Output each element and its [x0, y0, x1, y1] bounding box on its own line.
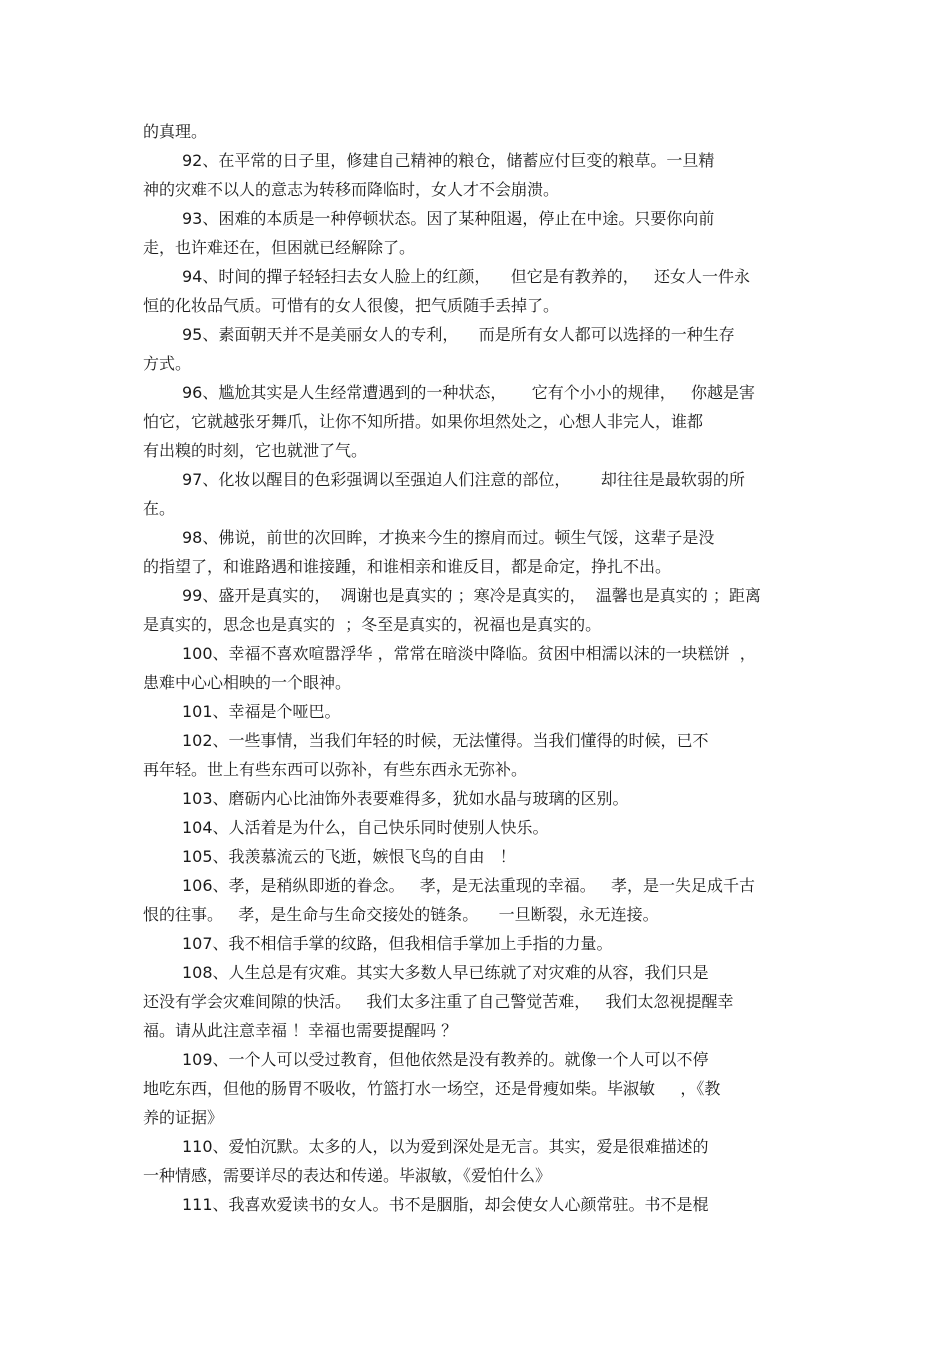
- text-line: 97、化妆以醒目的色彩强调以至强迫人们注意的部位， 却往往是最软弱的所: [182, 470, 745, 489]
- text-line: 107、我不相信手掌的纹路，但我相信手掌加上手指的力量。: [182, 934, 613, 953]
- paragraph: [143, 320, 813, 378]
- paragraph: [143, 117, 813, 146]
- text-line: 的真理。: [143, 122, 208, 141]
- paragraph: [143, 929, 813, 958]
- text-line: 98、佛说，前世的次回眸，才换来今生的擦肩而过。顿生气馁，这辈子是没: [182, 528, 715, 547]
- paragraph: [143, 639, 813, 697]
- paragraph: [143, 1132, 813, 1190]
- paragraph: [143, 146, 813, 204]
- text-line: 109、一个人可以受过教育，但他依然是没有教养的。就像一个人可以不停: [182, 1050, 709, 1069]
- text-line: 92、在平常的日子里，修建自己精神的粮仓，储蓄应付巨变的粮草。一旦精: [182, 151, 715, 170]
- text-line: 福。请从此注意幸福 ！幸福也需要提醒吗 ？: [143, 1021, 458, 1040]
- text-line: 恨的往事。 孝，是生命与生命交接处的链条。 一旦断裂，永无连接。: [143, 905, 659, 924]
- text-line: 是真实的，思念也是真实的 ；冬至是真实的，祝福也是真实的。: [143, 615, 602, 634]
- text-line: 106、孝，是稍纵即逝的眷念。 孝，是无法重现的幸福。 孝，是一失足成千古: [182, 876, 756, 895]
- paragraph: [143, 842, 813, 871]
- paragraph: [143, 1045, 813, 1132]
- text-line: 100、幸福不喜欢喧嚣浮华 ，常常在暗淡中降临。贫困中相濡以沫的一块糕饼 ，: [182, 644, 756, 663]
- text-line: 一种情感，需要详尽的表达和传递。毕淑敏，《爱怕什么》: [143, 1166, 552, 1185]
- paragraph: [143, 465, 813, 523]
- paragraph: [143, 784, 813, 813]
- text-line: 110、爱怕沉默。太多的人，以为爱到深处是无言。其实，爱是很难描述的: [182, 1137, 709, 1156]
- text-line: 有出糗的时刻，它也就泄了气。: [143, 441, 368, 460]
- text-line: 怕它，它就越张牙舞爪，让你不知所措。如果你坦然处之，心想人非完人，谁都: [143, 412, 704, 431]
- paragraph: [143, 523, 813, 581]
- text-line: 108、人生总是有灾难。其实大多数人早已练就了对灾难的从容，我们只是: [182, 963, 709, 982]
- paragraph: [143, 726, 813, 784]
- text-line: 患难中心心相映的一个眼神。: [143, 673, 352, 692]
- text-line: 95、素面朝天并不是美丽女人的专利， 而是所有女人都可以选择的一种生存: [182, 325, 735, 344]
- paragraph: [143, 958, 813, 1045]
- text-line: 走，也许难还在，但困就已经解除了。: [143, 238, 416, 257]
- text-line: 的指望了，和谁路遇和谁接踵，和谁相亲和谁反目，都是命定，挣扎不出。: [143, 557, 672, 576]
- text-line: 恒的化妆品气质。可惜有的女人很傻，把气质随手丢掉了。: [143, 296, 560, 315]
- text-line: 地吃东西，但他的肠胃不吸收，竹篮打水一场空，还是骨瘦如柴。毕淑敏 ，《教: [143, 1079, 721, 1098]
- text-line: 神的灾难不以人的意志为转移而降临时，女人才不会崩溃。: [143, 180, 560, 199]
- text-line: 养的证据》: [143, 1108, 224, 1127]
- text-line: 99、盛开是真实的， 凋谢也是真实的 ；寒冷是真实的， 温馨也是真实的 ；距离: [182, 586, 761, 605]
- text-line: 101、幸福是个哑巴。: [182, 702, 341, 721]
- paragraph: [143, 1190, 813, 1219]
- text-line: 102、一些事情，当我们年轻的时候，无法懂得。当我们懂得的时候，已不: [182, 731, 709, 750]
- paragraph: [143, 697, 813, 726]
- paragraph: [143, 262, 813, 320]
- paragraph: [143, 204, 813, 262]
- text-line: 在。: [143, 499, 176, 518]
- text-line: 104、人活着是为什么，自己快乐同时使别人快乐。: [182, 818, 549, 837]
- paragraph: [143, 581, 813, 639]
- paragraph: [143, 813, 813, 842]
- text-line: 105、我羡慕流云的飞逝，嫉恨飞鸟的自由 ！: [182, 847, 516, 866]
- text-line: 103、磨砺内心比油饰外表要难得多，犹如水晶与玻璃的区别。: [182, 789, 629, 808]
- text-line: 93、困难的本质是一种停顿状态。因了某种阻遏，停止在中途。只要你向前: [182, 209, 715, 228]
- text-line: 还没有学会灾难间隙的快活。 我们太多注重了自己警觉苦难， 我们太忽视提醒幸: [143, 992, 734, 1011]
- paragraph: [143, 871, 813, 929]
- text-line: 再年轻。世上有些东西可以弥补，有些东西永无弥补。: [143, 760, 528, 779]
- text-line: 94、时间的撣子轻轻扫去女人脸上的红颜， 但它是有教养的， 还女人一件永: [182, 267, 750, 286]
- document-page: [143, 117, 813, 1219]
- text-line: 111、我喜欢爱读书的女人。书不是胭脂，却会使女人心颜常驻。书不是棍: [182, 1195, 709, 1214]
- text-line: 96、尴尬其实是人生经常遭遇到的一种状态， 它有个小小的规律， 你越是害: [182, 383, 756, 402]
- text-line: 方式。: [143, 354, 192, 373]
- paragraph: [143, 378, 813, 465]
